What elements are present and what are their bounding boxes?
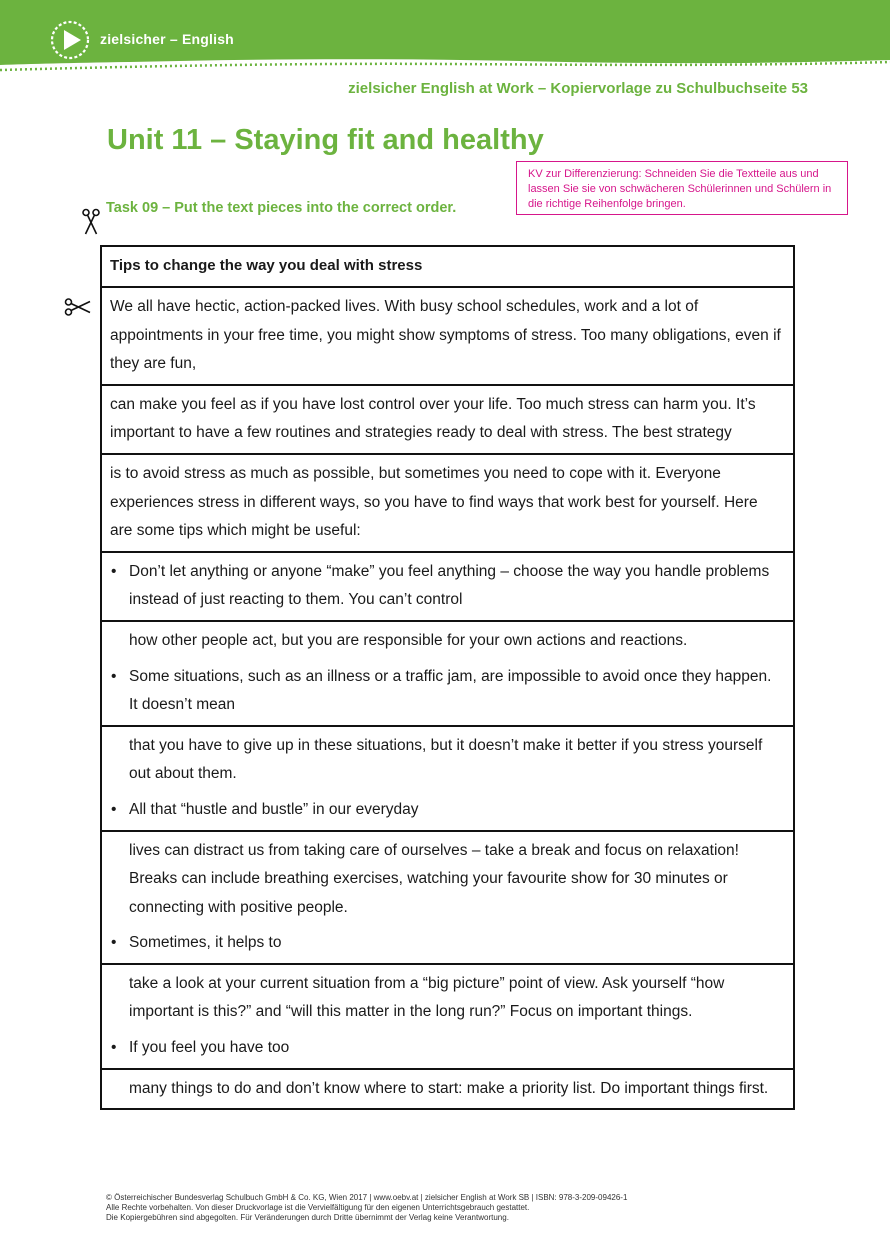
text-pieces-table: [100, 245, 795, 1110]
text-paragraph: lives can distract us from taking care of ourselves – take a break and focus on relaxation! Breaks can include breathing exercises, watching your favourite show for 30 minutes or connecting with positive people.: [129, 841, 739, 916]
text-piece: [101, 831, 794, 964]
text-piece-row: [101, 621, 794, 726]
text-piece-row: [101, 831, 794, 964]
footer-rights: Alle Rechte vorbehalten. Von dieser Druckvorlage ist die Vervielfältigung für den eigenen Unterrichtsgebrauch gestattet.: [106, 1203, 530, 1212]
text-piece: [101, 726, 794, 831]
page-subtitle: zielsicher English at Work – Kopiervorlage zu Schulbuchseite 53: [348, 80, 808, 97]
text-piece: [101, 621, 794, 726]
text-piece: [101, 1069, 794, 1110]
text-paragraph: take a look at your current situation from a “big picture” point of view. Ask yourself “how important is this?” and “will this matter in the long run?” Focus on important things.: [129, 974, 725, 1021]
text-piece: [101, 552, 794, 621]
scissors-icon: [77, 208, 105, 236]
bullet-item: • All that “hustle and bustle” in our everyday: [110, 796, 783, 825]
table-header-row: [101, 246, 794, 287]
table-heading: Tips to change the way you deal with stress: [101, 246, 794, 287]
text-piece: [101, 385, 794, 454]
brand-name: zielsicher – English: [100, 31, 234, 47]
text-piece-row: [101, 1069, 794, 1110]
bullet-item: • Some situations, such as an illness or a traffic jam, are impossible to avoid once they happen. It doesn’t mean: [110, 663, 783, 720]
footer-copyright: © Österreichischer Bundesverlag Schulbuch GmbH & Co. KG, Wien 2017 | www.oebv.at | zielsicher English at Work SB | ISBN: 978-3-209-09426-1: [106, 1193, 628, 1202]
text-piece: [101, 964, 794, 1069]
text-piece-row: [101, 964, 794, 1069]
task-title: Task 09 – Put the text pieces into the correct order.: [106, 200, 457, 216]
unit-title: Unit 11 – Staying fit and healthy: [107, 124, 544, 156]
text-piece-row: [101, 454, 794, 552]
bullet-item: • Sometimes, it helps to: [110, 929, 783, 958]
text-paragraph: many things to do and don’t know where to start: make a priority list. Do important things first.: [129, 1079, 769, 1097]
bullet-item: • Don’t let anything or anyone “make” you feel anything – choose the way you handle problems instead of just reacting to them. You can’t control: [110, 558, 783, 615]
bullet-item: • If you feel you have too: [110, 1034, 783, 1063]
text-paragraph: how other people act, but you are responsible for your own actions and reactions.: [129, 631, 688, 649]
text-paragraph: can make you feel as if you have lost control over your life. Too much stress can harm you. It’s important to have a few routines and strategies ready to deal with stress. The best strategy: [110, 395, 756, 442]
scissors-icon: [64, 293, 92, 321]
text-paragraph: that you have to give up in these situations, but it doesn’t make it better if you stress yourself out about them.: [129, 736, 763, 783]
text-paragraph: is to avoid stress as much as possible, but sometimes you need to cope with it. Everyone experiences stress in different ways, so you have to find ways that work best for yourself. Here are some tips which might be useful:: [110, 464, 758, 540]
footer: [106, 1193, 627, 1223]
text-piece: [101, 454, 794, 552]
text-piece-row: [101, 552, 794, 621]
text-piece-row: [101, 287, 794, 385]
text-piece: [101, 287, 794, 385]
footer-disclaimer: Die Kopiergebühren sind abgegolten. Für Veränderungen durch Dritte übernimmt der Verlag keine Verantwortung.: [106, 1213, 509, 1222]
text-piece-row: [101, 726, 794, 831]
text-piece-row: [101, 385, 794, 454]
teacher-note-box: KV zur Differenzierung: Schneiden Sie die Textteile aus und lassen Sie sie von schwächeren Schülerinnen und Schülern in die richtige Reihenfolge bringen.: [516, 161, 848, 215]
text-paragraph: We all have hectic, action-packed lives. With busy school schedules, work and a lot of appointments in your free time, you might show symptoms of stress. Too many obligations, even if they are fun,: [110, 298, 781, 373]
